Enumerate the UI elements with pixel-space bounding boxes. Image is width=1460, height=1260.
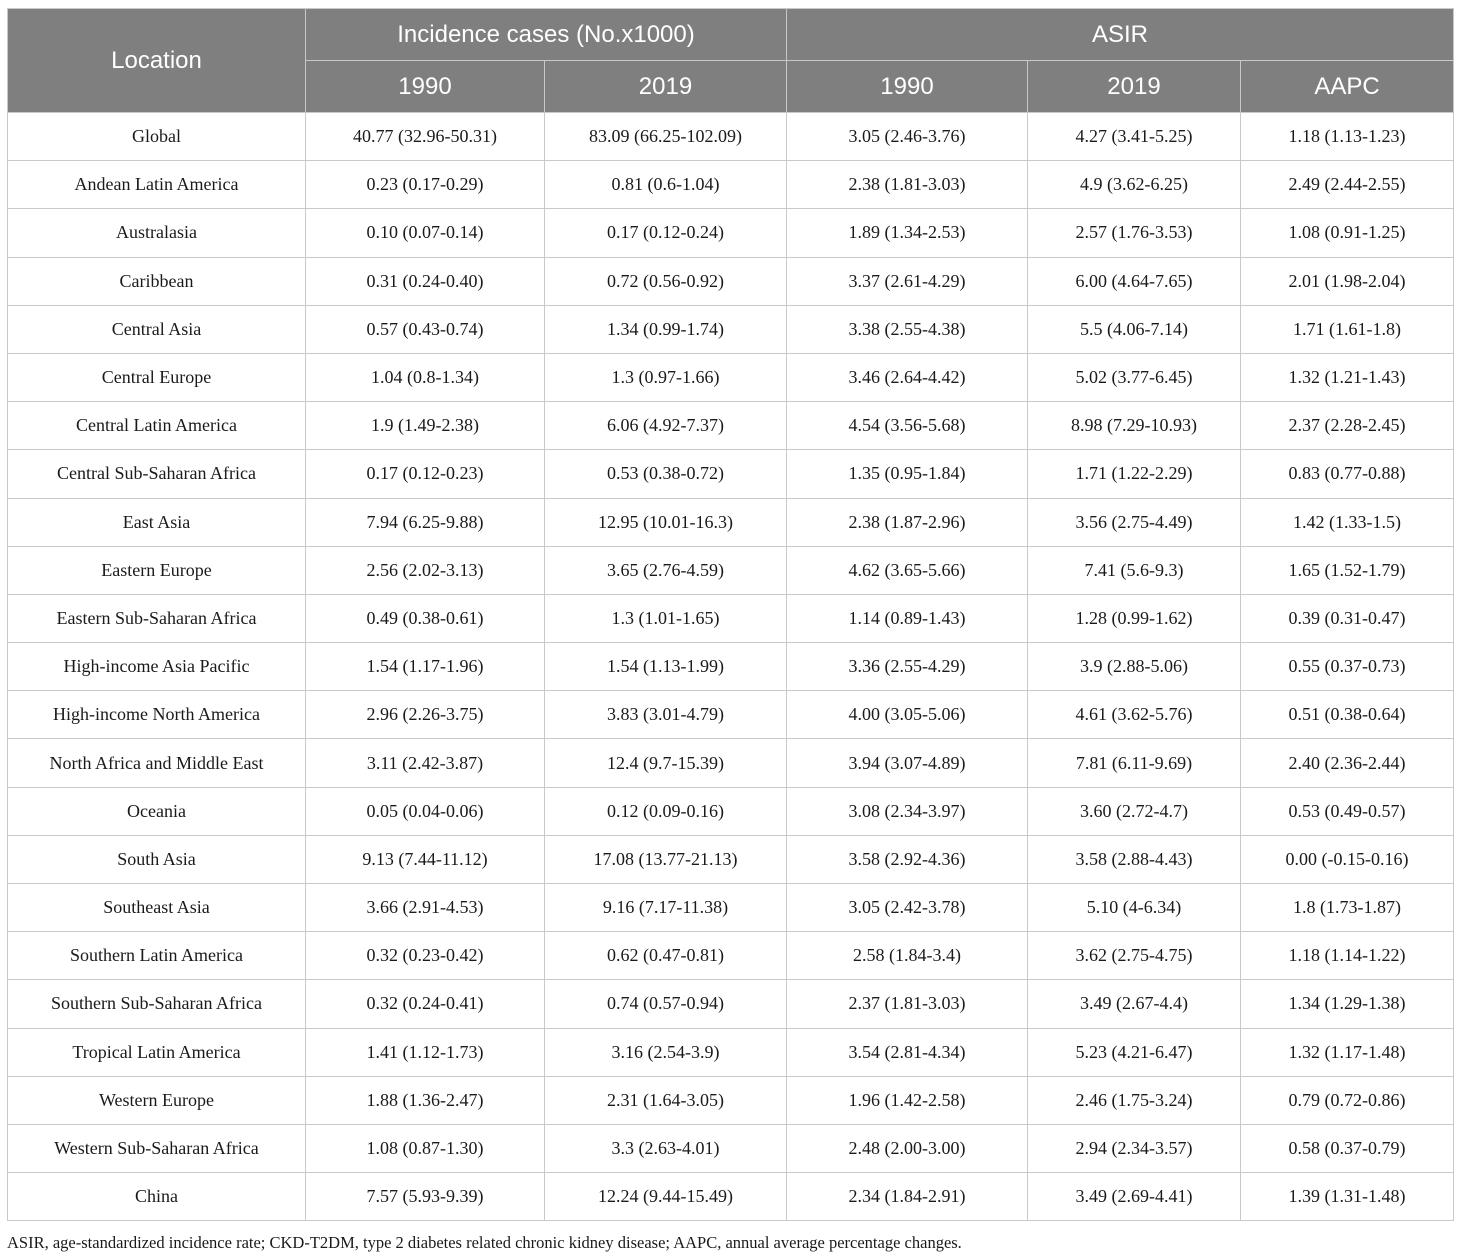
cases-1990-cell: 1.54 (1.17-1.96): [306, 643, 545, 691]
cases-2019-cell: 1.3 (1.01-1.65): [545, 594, 787, 642]
cases-1990-cell: 1.41 (1.12-1.73): [306, 1028, 545, 1076]
asir-1990-cell: 2.48 (2.00-3.00): [787, 1124, 1028, 1172]
table-row: [8, 450, 1454, 498]
asir-2019-cell: 4.9 (3.62-6.25): [1028, 161, 1241, 209]
cases-2019-cell: 3.3 (2.63-4.01): [545, 1124, 787, 1172]
incidence-table: [7, 8, 1454, 1221]
cases-2019-cell: 1.54 (1.13-1.99): [545, 643, 787, 691]
cases-1990-cell: 0.05 (0.04-0.06): [306, 787, 545, 835]
asir-2019-cell: 2.94 (2.34-3.57): [1028, 1124, 1241, 1172]
header-aapc: AAPC: [1241, 61, 1454, 113]
location-cell: High-income North America: [8, 691, 306, 739]
header-cases-2019: 2019: [545, 61, 787, 113]
cases-1990-cell: 3.11 (2.42-3.87): [306, 739, 545, 787]
table-row: [8, 980, 1454, 1028]
asir-2019-cell: 3.60 (2.72-4.7): [1028, 787, 1241, 835]
location-cell: Central Latin America: [8, 402, 306, 450]
location-cell: Global: [8, 113, 306, 161]
aapc-cell: 2.37 (2.28-2.45): [1241, 402, 1454, 450]
cases-1990-cell: 1.88 (1.36-2.47): [306, 1076, 545, 1124]
location-cell: Central Sub-Saharan Africa: [8, 450, 306, 498]
cases-2019-cell: 0.72 (0.56-0.92): [545, 257, 787, 305]
location-cell: Caribbean: [8, 257, 306, 305]
cases-1990-cell: 0.32 (0.23-0.42): [306, 932, 545, 980]
asir-1990-cell: 3.46 (2.64-4.42): [787, 353, 1028, 401]
location-cell: Andean Latin America: [8, 161, 306, 209]
table-row: [8, 932, 1454, 980]
asir-2019-cell: 5.10 (4-6.34): [1028, 884, 1241, 932]
cases-1990-cell: 7.57 (5.93-9.39): [306, 1173, 545, 1221]
aapc-cell: 0.53 (0.49-0.57): [1241, 787, 1454, 835]
cases-1990-cell: 0.32 (0.24-0.41): [306, 980, 545, 1028]
data-table-container: [7, 8, 1453, 1221]
cases-2019-cell: 2.31 (1.64-3.05): [545, 1076, 787, 1124]
asir-1990-cell: 1.35 (0.95-1.84): [787, 450, 1028, 498]
asir-2019-cell: 3.56 (2.75-4.49): [1028, 498, 1241, 546]
asir-2019-cell: 1.71 (1.22-2.29): [1028, 450, 1241, 498]
cases-1990-cell: 1.9 (1.49-2.38): [306, 402, 545, 450]
asir-2019-cell: 7.41 (5.6-9.3): [1028, 546, 1241, 594]
cases-1990-cell: 2.96 (2.26-3.75): [306, 691, 545, 739]
asir-2019-cell: 3.58 (2.88-4.43): [1028, 835, 1241, 883]
cases-2019-cell: 3.83 (3.01-4.79): [545, 691, 787, 739]
asir-1990-cell: 2.37 (1.81-3.03): [787, 980, 1028, 1028]
asir-2019-cell: 8.98 (7.29-10.93): [1028, 402, 1241, 450]
aapc-cell: 0.51 (0.38-0.64): [1241, 691, 1454, 739]
asir-1990-cell: 3.38 (2.55-4.38): [787, 305, 1028, 353]
cases-2019-cell: 0.17 (0.12-0.24): [545, 209, 787, 257]
asir-2019-cell: 7.81 (6.11-9.69): [1028, 739, 1241, 787]
header-location: Location: [8, 9, 306, 113]
asir-1990-cell: 3.05 (2.46-3.76): [787, 113, 1028, 161]
table-row: [8, 353, 1454, 401]
asir-2019-cell: 2.46 (1.75-3.24): [1028, 1076, 1241, 1124]
table-footnote: ASIR, age-standardized incidence rate; CKD-T2DM, type 2 diabetes related chronic kidney disease; AAPC, annual average percentage changes.: [7, 1233, 962, 1252]
location-cell: Eastern Europe: [8, 546, 306, 594]
cases-2019-cell: 1.34 (0.99-1.74): [545, 305, 787, 353]
aapc-cell: 1.18 (1.14-1.22): [1241, 932, 1454, 980]
location-cell: China: [8, 1173, 306, 1221]
aapc-cell: 0.58 (0.37-0.79): [1241, 1124, 1454, 1172]
aapc-cell: 1.34 (1.29-1.38): [1241, 980, 1454, 1028]
aapc-cell: 0.79 (0.72-0.86): [1241, 1076, 1454, 1124]
table-row: [8, 498, 1454, 546]
location-cell: High-income Asia Pacific: [8, 643, 306, 691]
location-cell: Southern Sub-Saharan Africa: [8, 980, 306, 1028]
cases-1990-cell: 0.49 (0.38-0.61): [306, 594, 545, 642]
aapc-cell: 0.83 (0.77-0.88): [1241, 450, 1454, 498]
asir-1990-cell: 2.34 (1.84-2.91): [787, 1173, 1028, 1221]
header-asir: ASIR: [787, 9, 1454, 61]
table-row: [8, 113, 1454, 161]
asir-1990-cell: 3.58 (2.92-4.36): [787, 835, 1028, 883]
table-row: [8, 787, 1454, 835]
cases-2019-cell: 0.62 (0.47-0.81): [545, 932, 787, 980]
cases-1990-cell: 0.17 (0.12-0.23): [306, 450, 545, 498]
cases-1990-cell: 1.08 (0.87-1.30): [306, 1124, 545, 1172]
header-cases-1990: 1990: [306, 61, 545, 113]
aapc-cell: 1.32 (1.21-1.43): [1241, 353, 1454, 401]
table-row: [8, 1173, 1454, 1221]
asir-1990-cell: 4.62 (3.65-5.66): [787, 546, 1028, 594]
asir-1990-cell: 4.00 (3.05-5.06): [787, 691, 1028, 739]
aapc-cell: 0.39 (0.31-0.47): [1241, 594, 1454, 642]
table-header: [8, 9, 1454, 113]
cases-2019-cell: 0.12 (0.09-0.16): [545, 787, 787, 835]
cases-2019-cell: 0.53 (0.38-0.72): [545, 450, 787, 498]
asir-1990-cell: 2.38 (1.81-3.03): [787, 161, 1028, 209]
table-row: [8, 594, 1454, 642]
cases-1990-cell: 0.57 (0.43-0.74): [306, 305, 545, 353]
cases-2019-cell: 83.09 (66.25-102.09): [545, 113, 787, 161]
header-incidence-cases: Incidence cases (No.x1000): [306, 9, 787, 61]
cases-2019-cell: 3.16 (2.54-3.9): [545, 1028, 787, 1076]
aapc-cell: 0.55 (0.37-0.73): [1241, 643, 1454, 691]
location-cell: South Asia: [8, 835, 306, 883]
table-row: [8, 1028, 1454, 1076]
location-cell: Western Sub-Saharan Africa: [8, 1124, 306, 1172]
table-row: [8, 643, 1454, 691]
asir-2019-cell: 6.00 (4.64-7.65): [1028, 257, 1241, 305]
aapc-cell: 1.65 (1.52-1.79): [1241, 546, 1454, 594]
cases-2019-cell: 12.95 (10.01-16.3): [545, 498, 787, 546]
aapc-cell: 2.49 (2.44-2.55): [1241, 161, 1454, 209]
aapc-cell: 2.40 (2.36-2.44): [1241, 739, 1454, 787]
location-cell: Oceania: [8, 787, 306, 835]
aapc-cell: 2.01 (1.98-2.04): [1241, 257, 1454, 305]
cases-2019-cell: 6.06 (4.92-7.37): [545, 402, 787, 450]
table-row: [8, 739, 1454, 787]
asir-1990-cell: 3.36 (2.55-4.29): [787, 643, 1028, 691]
table-row: [8, 1076, 1454, 1124]
location-cell: Central Europe: [8, 353, 306, 401]
cases-1990-cell: 7.94 (6.25-9.88): [306, 498, 545, 546]
asir-2019-cell: 3.49 (2.67-4.4): [1028, 980, 1241, 1028]
asir-1990-cell: 4.54 (3.56-5.68): [787, 402, 1028, 450]
asir-2019-cell: 3.62 (2.75-4.75): [1028, 932, 1241, 980]
asir-2019-cell: 2.57 (1.76-3.53): [1028, 209, 1241, 257]
header-asir-1990: 1990: [787, 61, 1028, 113]
cases-1990-cell: 0.10 (0.07-0.14): [306, 209, 545, 257]
cases-2019-cell: 17.08 (13.77-21.13): [545, 835, 787, 883]
asir-2019-cell: 4.61 (3.62-5.76): [1028, 691, 1241, 739]
cases-1990-cell: 3.66 (2.91-4.53): [306, 884, 545, 932]
cases-1990-cell: 9.13 (7.44-11.12): [306, 835, 545, 883]
asir-2019-cell: 5.23 (4.21-6.47): [1028, 1028, 1241, 1076]
cases-1990-cell: 40.77 (32.96-50.31): [306, 113, 545, 161]
asir-2019-cell: 5.5 (4.06-7.14): [1028, 305, 1241, 353]
aapc-cell: 1.32 (1.17-1.48): [1241, 1028, 1454, 1076]
cases-1990-cell: 0.23 (0.17-0.29): [306, 161, 545, 209]
asir-2019-cell: 3.9 (2.88-5.06): [1028, 643, 1241, 691]
cases-2019-cell: 1.3 (0.97-1.66): [545, 353, 787, 401]
cases-1990-cell: 0.31 (0.24-0.40): [306, 257, 545, 305]
aapc-cell: 0.00 (-0.15-0.16): [1241, 835, 1454, 883]
aapc-cell: 1.08 (0.91-1.25): [1241, 209, 1454, 257]
asir-2019-cell: 1.28 (0.99-1.62): [1028, 594, 1241, 642]
aapc-cell: 1.42 (1.33-1.5): [1241, 498, 1454, 546]
aapc-cell: 1.39 (1.31-1.48): [1241, 1173, 1454, 1221]
location-cell: North Africa and Middle East: [8, 739, 306, 787]
asir-1990-cell: 2.38 (1.87-2.96): [787, 498, 1028, 546]
table-row: [8, 257, 1454, 305]
asir-2019-cell: 5.02 (3.77-6.45): [1028, 353, 1241, 401]
table-row: [8, 835, 1454, 883]
asir-2019-cell: 3.49 (2.69-4.41): [1028, 1173, 1241, 1221]
table-row: [8, 161, 1454, 209]
location-cell: Western Europe: [8, 1076, 306, 1124]
location-cell: Tropical Latin America: [8, 1028, 306, 1076]
aapc-cell: 1.71 (1.61-1.8): [1241, 305, 1454, 353]
asir-1990-cell: 3.54 (2.81-4.34): [787, 1028, 1028, 1076]
location-cell: Southern Latin America: [8, 932, 306, 980]
asir-1990-cell: 1.14 (0.89-1.43): [787, 594, 1028, 642]
cases-2019-cell: 12.4 (9.7-15.39): [545, 739, 787, 787]
table-row: [8, 305, 1454, 353]
aapc-cell: 1.18 (1.13-1.23): [1241, 113, 1454, 161]
location-cell: Central Asia: [8, 305, 306, 353]
location-cell: East Asia: [8, 498, 306, 546]
cases-2019-cell: 12.24 (9.44-15.49): [545, 1173, 787, 1221]
table-row: [8, 546, 1454, 594]
table-row: [8, 209, 1454, 257]
table-row: [8, 691, 1454, 739]
cases-2019-cell: 3.65 (2.76-4.59): [545, 546, 787, 594]
asir-1990-cell: 1.96 (1.42-2.58): [787, 1076, 1028, 1124]
aapc-cell: 1.8 (1.73-1.87): [1241, 884, 1454, 932]
asir-1990-cell: 3.08 (2.34-3.97): [787, 787, 1028, 835]
cases-2019-cell: 9.16 (7.17-11.38): [545, 884, 787, 932]
header-row-top: [8, 9, 1454, 61]
table-row: [8, 1124, 1454, 1172]
asir-1990-cell: 3.37 (2.61-4.29): [787, 257, 1028, 305]
asir-1990-cell: 3.05 (2.42-3.78): [787, 884, 1028, 932]
asir-2019-cell: 4.27 (3.41-5.25): [1028, 113, 1241, 161]
location-cell: Eastern Sub-Saharan Africa: [8, 594, 306, 642]
cases-2019-cell: 0.74 (0.57-0.94): [545, 980, 787, 1028]
cases-1990-cell: 1.04 (0.8-1.34): [306, 353, 545, 401]
cases-1990-cell: 2.56 (2.02-3.13): [306, 546, 545, 594]
asir-1990-cell: 2.58 (1.84-3.4): [787, 932, 1028, 980]
header-asir-2019: 2019: [1028, 61, 1241, 113]
table-body: [8, 113, 1454, 1221]
asir-1990-cell: 3.94 (3.07-4.89): [787, 739, 1028, 787]
table-row: [8, 402, 1454, 450]
table-row: [8, 884, 1454, 932]
cases-2019-cell: 0.81 (0.6-1.04): [545, 161, 787, 209]
asir-1990-cell: 1.89 (1.34-2.53): [787, 209, 1028, 257]
location-cell: Australasia: [8, 209, 306, 257]
location-cell: Southeast Asia: [8, 884, 306, 932]
